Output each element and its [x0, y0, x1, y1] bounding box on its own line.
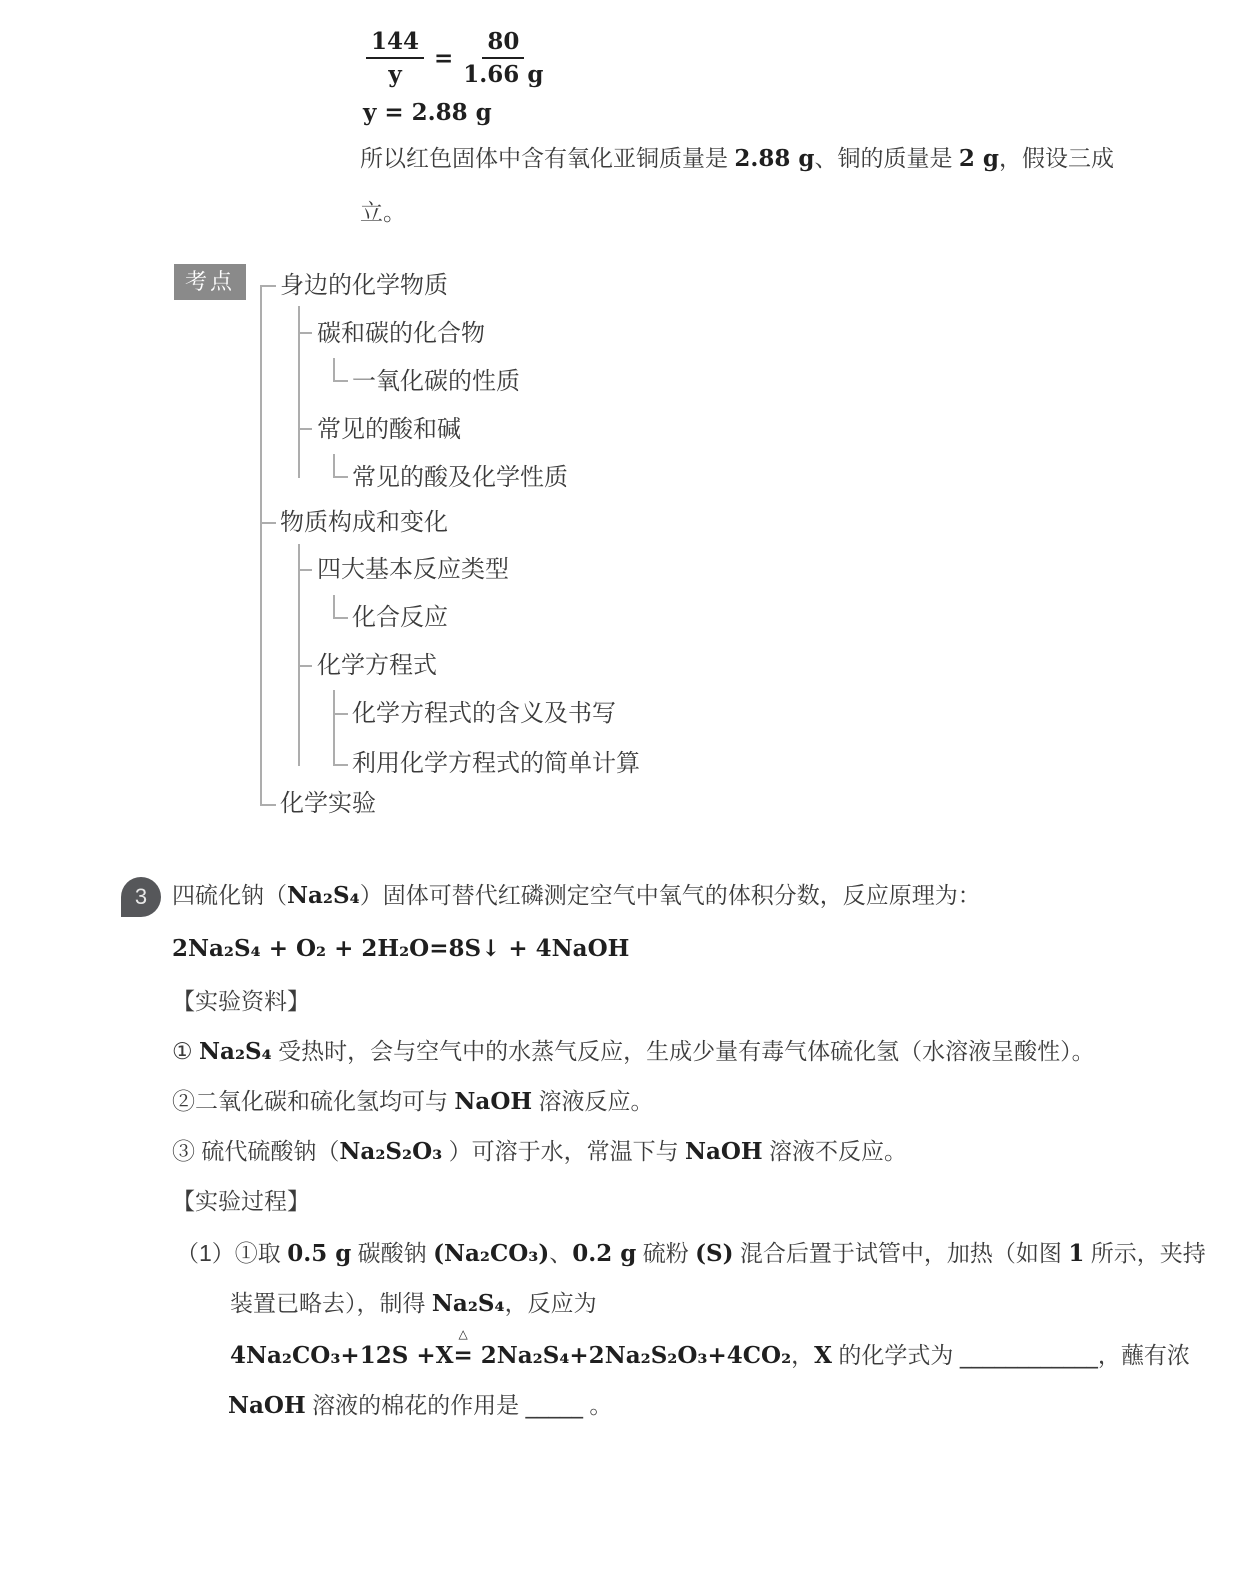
fill-blank-formula: ____________	[959, 1343, 1098, 1369]
step-text: 所示，夹持	[1084, 1240, 1206, 1266]
step-text: 硫粉	[636, 1240, 696, 1266]
chemical-formula: Na₂S₄	[431, 1290, 505, 1317]
tree-node-label: 化学实验	[280, 790, 376, 817]
solution-result: y = 2.88 g	[363, 99, 492, 126]
note-text: ②二氧化碳和硫化氢均可与	[172, 1088, 455, 1114]
chemical-formula: Na₂S₂O₃	[339, 1138, 443, 1165]
mass-value: 2 g	[958, 145, 999, 172]
note-text: 受热时，会与空气中的水蒸气反应，生成少量有毒气体硫化氢（水溶液呈酸性）。	[271, 1038, 1095, 1064]
tree-connector	[333, 380, 348, 382]
process-step-line-3	[230, 1327, 1190, 1371]
chemical-formula: NaOH	[684, 1138, 763, 1165]
tree-connector	[333, 690, 335, 766]
fraction-denominator: y	[388, 61, 402, 88]
equals-sign: =	[434, 45, 454, 72]
tree-connector	[298, 569, 312, 571]
triangle-icon: △	[458, 1327, 468, 1341]
chemical-formula: (Na₂CO₃)	[433, 1240, 550, 1267]
process-step-line-2	[230, 1288, 597, 1319]
step-text: ，	[791, 1342, 815, 1368]
process-step-line-1	[176, 1238, 1206, 1269]
chemical-equation-left: 4Na₂CO₃+12S +X	[230, 1342, 454, 1369]
tree-node-label: 化学方程式	[317, 652, 437, 679]
conclusion-text: 、铜的质量是	[814, 145, 959, 171]
chemical-formula: (S)	[695, 1240, 734, 1267]
tree-connector	[298, 332, 312, 334]
tree-connector	[298, 428, 312, 430]
tree-node-label: 常见的酸及化学性质	[352, 464, 568, 491]
unknown-x: X	[814, 1342, 833, 1369]
fraction-numerator: 144	[366, 30, 424, 59]
chemical-equation-right: 2Na₂S₄+2Na₂S₂O₃+4CO₂	[472, 1342, 792, 1369]
tree-connector	[260, 522, 276, 524]
step-text: 。	[582, 1392, 613, 1418]
step-text: 碳酸钠	[351, 1240, 434, 1266]
materials-header: 【实验资料】	[172, 988, 310, 1014]
conclusion-line-2: 立。	[360, 199, 406, 225]
process-step-line-4	[228, 1390, 612, 1421]
tree-connector	[333, 454, 335, 478]
mass-value: 0.2 g	[572, 1240, 637, 1267]
tree-connector	[298, 665, 312, 667]
step-text: 的化学式为	[832, 1342, 960, 1368]
material-note-3	[172, 1136, 907, 1167]
tree-connector	[260, 285, 276, 287]
tree-node-label: 化合反应	[352, 604, 448, 631]
question-intro	[172, 880, 981, 911]
chemical-equation: 2Na₂S₄ + O₂ + 2H₂O=8S↓ + 4NaOH	[172, 935, 630, 962]
tree-node-label: 物质构成和变化	[280, 509, 448, 536]
fraction-left	[366, 30, 424, 87]
tree-connector	[333, 595, 335, 619]
fraction-numerator: 80	[482, 30, 524, 59]
equals-sign: =	[453, 1342, 473, 1369]
tree-node-label: 四大基本反应类型	[317, 556, 509, 583]
chemical-formula: Na₂S₄	[199, 1038, 272, 1065]
question-number-badge: 3	[121, 877, 161, 917]
heating-condition-symbol	[453, 1327, 473, 1371]
chemical-formula: NaOH	[454, 1088, 533, 1115]
note-text: 溶液不反应。	[762, 1138, 908, 1164]
material-note-1	[172, 1036, 1095, 1067]
intro-text: 四硫化钠（	[172, 882, 287, 908]
step-text: （1）①取	[176, 1240, 288, 1266]
step-text: ，反应为	[504, 1290, 597, 1316]
note-text: ③ 硫代硫酸钠（	[172, 1138, 340, 1164]
process-header: 【实验过程】	[172, 1188, 310, 1214]
step-text: 溶液的棉花的作用是	[305, 1392, 526, 1418]
mass-value: 0.5 g	[287, 1240, 352, 1267]
step-text: ，蘸有浓	[1097, 1342, 1190, 1368]
mass-value: 2.88 g	[734, 145, 815, 172]
note-text: 溶液反应。	[532, 1088, 654, 1114]
conclusion-text: ，假设三成	[998, 145, 1114, 171]
step-text: 混合后置于试管中，加热（如图	[733, 1240, 1069, 1266]
tree-connector	[333, 713, 348, 715]
chemical-formula: Na₂S₄	[287, 882, 360, 909]
tree-node-label: 利用化学方程式的简单计算	[352, 750, 640, 777]
tree-node-label: 一氧化碳的性质	[352, 368, 520, 395]
conclusion-text: 所以红色固体中含有氧化亚铜质量是	[360, 145, 735, 171]
intro-text: ）固体可替代红磷测定空气中氧气的体积分数，反应原理为：	[359, 882, 981, 908]
note-text: ）可溶于水，常温下与	[442, 1138, 685, 1164]
step-text: 、	[549, 1240, 573, 1266]
tree-connector	[333, 617, 348, 619]
fraction-denominator: 1.66 g	[463, 61, 544, 88]
tree-connector	[260, 804, 276, 806]
step-text: 装置已略去），制得	[230, 1290, 432, 1316]
tree-connector	[333, 764, 348, 766]
conclusion-line-1	[360, 143, 1114, 174]
kaodian-badge: 考点	[174, 264, 246, 300]
tree-connector	[333, 476, 348, 478]
tree-node-label: 常见的酸和碱	[317, 416, 461, 443]
tree-connector	[260, 285, 262, 806]
fill-blank-purpose: _____	[525, 1393, 583, 1419]
material-note-2	[172, 1086, 653, 1117]
tree-node-label: 化学方程式的含义及书写	[352, 700, 616, 727]
tree-node-label: 身边的化学物质	[280, 272, 448, 299]
tree-node-label: 碳和碳的化合物	[317, 320, 485, 347]
fraction-right	[463, 30, 543, 87]
figure-number: 1	[1068, 1240, 1085, 1267]
tree-connector	[333, 358, 335, 382]
chemical-formula: NaOH	[228, 1392, 306, 1419]
proportion-equation	[366, 30, 543, 87]
note-text: ①	[172, 1038, 200, 1064]
tree-connector	[298, 544, 300, 766]
